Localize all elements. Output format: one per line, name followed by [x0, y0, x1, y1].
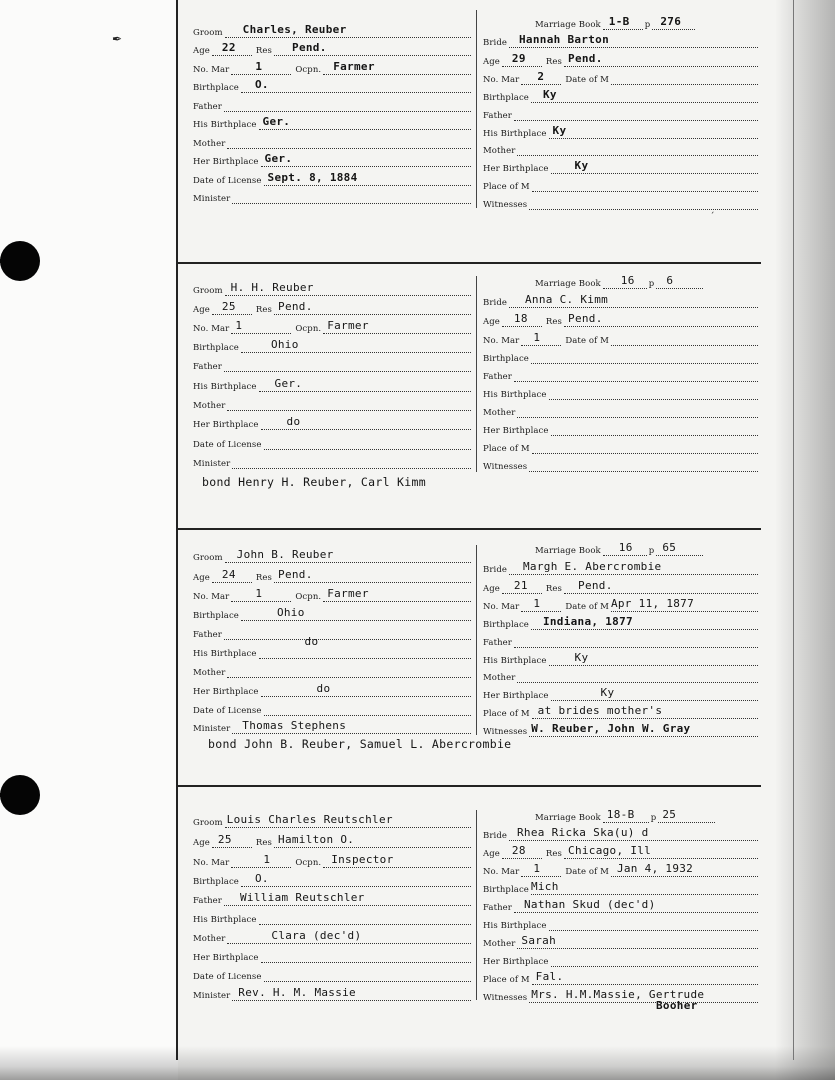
bride-her-birthplace: Ky [600, 686, 615, 699]
groom-his-birthplace: do [304, 635, 319, 648]
bride-his-birthplace-label: His Birthplace [483, 656, 547, 666]
page-label: p [648, 546, 655, 556]
marriage-book: 16 [620, 274, 635, 287]
groom-age: 22 [221, 41, 236, 54]
bride-birthplace-row [483, 612, 758, 630]
marriage-book: 16 [618, 541, 633, 554]
groom-label: Groom [193, 28, 223, 38]
bride-mother-row [483, 931, 758, 949]
witnesses-continued: Booher [656, 999, 698, 1012]
nomar-ocpn-row [193, 850, 471, 868]
license-row [193, 432, 471, 450]
age-res-row [193, 830, 471, 848]
bride-his-birthplace-row [483, 648, 758, 666]
card-left-border [176, 0, 178, 1060]
her-birthplace-row [193, 149, 471, 167]
book-row [535, 271, 703, 289]
her-birthplace-label: Her Birthplace [193, 953, 259, 963]
bride-birthplace: Mich [530, 880, 559, 893]
minister-row [193, 716, 471, 734]
nomar-ocpn-row [193, 316, 471, 334]
date-of-m-label: Date of M [565, 75, 609, 85]
groom-her-birthplace: Ger. [264, 152, 293, 165]
groom-name: Louis Charles Reutschler [226, 813, 393, 826]
bond-note: bond John B. Reuber, Samuel L. Abercrombie [208, 737, 512, 751]
minister-label: Minister [193, 724, 231, 734]
groom-birthplace: O. [254, 872, 269, 885]
bride-row [483, 823, 758, 841]
page-margin [0, 0, 178, 1080]
date-of-license-label: Date of License [193, 440, 262, 450]
bride-res: Chicago, Ill [568, 844, 652, 857]
no-mar-label: No. Mar [193, 858, 230, 868]
groom-res: Pend. [292, 41, 327, 54]
bride-his-birthplace-label: His Birthplace [483, 921, 547, 931]
nomar-ocpn-row [193, 584, 471, 602]
minister-row [193, 451, 471, 469]
bride-his-birthplace-row [483, 121, 758, 139]
groom-birthplace: Ohio [276, 606, 305, 619]
birthplace-row [193, 869, 471, 887]
bride-label: Bride [483, 38, 507, 48]
groom-row [193, 20, 471, 38]
bride-her-birthplace-row [483, 683, 758, 701]
bride-father-row [483, 630, 758, 648]
groom-her-birthplace: do [286, 415, 301, 428]
birthplace-label: Birthplace [193, 343, 239, 353]
groom-no-mar: 1 [235, 319, 243, 332]
book-row [535, 538, 703, 556]
ocpn-label: Ocpn. [295, 65, 322, 75]
bride-label: Bride [483, 565, 507, 575]
bride-mother: Sarah [521, 934, 557, 947]
bride-his-birthplace: Ky [574, 651, 589, 664]
bride-birthplace-row [483, 877, 758, 895]
bride-birthplace: Ky [542, 88, 557, 101]
groom-father: William Reutschler [239, 891, 365, 904]
birthplace-row [193, 603, 471, 621]
bride-no-mar: 2 [537, 70, 545, 83]
date-of-license-label: Date of License [193, 706, 262, 716]
mother-row [193, 660, 471, 678]
age-res-row [193, 297, 471, 315]
bride-no-mar: 1 [533, 597, 541, 610]
res-label: Res [255, 46, 273, 56]
groom-name: John B. Reuber [236, 548, 334, 561]
groom-her-birthplace: do [316, 682, 331, 695]
bride-age-res-row [483, 49, 758, 67]
marriage-page: 6 [666, 274, 674, 287]
bride-nomar-row [483, 594, 758, 612]
groom-row [193, 545, 471, 563]
witnesses-label: Witnesses [483, 462, 528, 472]
mother-label: Mother [193, 139, 226, 149]
mother-row [193, 926, 471, 944]
no-mar-label: No. Mar [193, 65, 230, 75]
card-right-border [793, 0, 794, 1060]
bond-note: bond Henry H. Reuber, Carl Kimm [202, 475, 426, 489]
father-label: Father [193, 630, 222, 640]
father-row [193, 94, 471, 112]
her-birthplace-row [193, 412, 471, 430]
nomar-ocpn-row [193, 57, 471, 75]
place-of-m: at brides mother's [537, 704, 663, 717]
bride-label: Bride [483, 298, 507, 308]
groom-name: H. H. Reuber [230, 281, 314, 294]
his-birthplace-label: His Birthplace [193, 120, 257, 130]
bride-her-birthplace-label: Her Birthplace [483, 691, 549, 701]
bride-father: Nathan Skud (dec'd) [523, 898, 656, 911]
marriage-book-label: Marriage Book [535, 20, 601, 30]
bride-label: Bride [483, 831, 507, 841]
age-res-row [193, 565, 471, 583]
minister: Thomas Stephens [242, 719, 347, 732]
groom-no-mar: 1 [255, 587, 263, 600]
place-of-m-row [483, 967, 758, 985]
bride-mother-label: Mother [483, 146, 516, 156]
page-shadow-right [775, 0, 835, 1080]
mother-label: Mother [193, 934, 226, 944]
bride-his-birthplace-row [483, 913, 758, 931]
groom-age: 24 [221, 568, 236, 581]
record-separator-1 [176, 262, 761, 264]
witnesses-label: Witnesses [483, 200, 528, 210]
bride-birthplace-label: Birthplace [483, 93, 529, 103]
bride-birthplace-label: Birthplace [483, 354, 529, 364]
place-of-m: Fal. [535, 970, 564, 983]
age-label: Age [193, 46, 210, 56]
bride-mother-row [483, 138, 758, 156]
bride-father-label: Father [483, 372, 512, 382]
bride-her-birthplace: Ky [574, 159, 589, 172]
res-label: Res [255, 838, 273, 848]
record-separator-3 [176, 785, 761, 787]
record-separator-2 [176, 528, 761, 530]
bride-res: Pend. [578, 579, 613, 592]
bride-res-label: Res [545, 849, 563, 859]
bride-name: Hannah Barton [519, 33, 609, 46]
bride-father-row [483, 364, 758, 382]
bride-mother-label: Mother [483, 408, 516, 418]
bride-name: Rhea Ricka Ska(u) d [517, 826, 649, 839]
date-of-license: Sept. 8, 1884 [267, 171, 358, 184]
birthplace-label: Birthplace [193, 877, 239, 887]
marriage-page: 65 [662, 541, 677, 554]
father-label: Father [193, 362, 222, 372]
marriage-book-label: Marriage Book [535, 546, 601, 556]
father-row [193, 354, 471, 372]
bride-no-mar-label: No. Mar [483, 867, 520, 877]
bride-res-label: Res [545, 317, 563, 327]
witnesses-row [483, 192, 758, 210]
book-row [535, 12, 695, 30]
witnesses-label: Witnesses [483, 993, 528, 1003]
mother-label: Mother [193, 401, 226, 411]
father-row [193, 622, 471, 640]
bride-father-label: Father [483, 111, 512, 121]
license-row [193, 698, 471, 716]
age-label: Age [193, 573, 210, 583]
mother-row [193, 131, 471, 149]
bride-her-birthplace-label: Her Birthplace [483, 164, 549, 174]
date-of-license-label: Date of License [193, 176, 262, 186]
license-row [193, 964, 471, 982]
his-birthplace-label: His Birthplace [193, 915, 257, 925]
marriage-book-label: Marriage Book [535, 813, 601, 823]
mother-row [193, 393, 471, 411]
license-row [193, 168, 471, 186]
ocpn-label: Ocpn. [295, 858, 322, 868]
ocpn-label: Ocpn. [295, 324, 322, 334]
bride-father-label: Father [483, 903, 512, 913]
groom-ocpn: Farmer [327, 319, 369, 332]
her-birthplace-row [193, 679, 471, 697]
bride-birthplace-label: Birthplace [483, 620, 529, 630]
his-birthplace-row [193, 907, 471, 925]
bride-name: Anna C. Kimm [525, 293, 609, 306]
minister-row [193, 186, 471, 204]
her-birthplace-label: Her Birthplace [193, 157, 259, 167]
birthplace-label: Birthplace [193, 611, 239, 621]
her-birthplace-row [193, 945, 471, 963]
bride-no-mar: 1 [533, 331, 541, 344]
father-row [193, 888, 471, 906]
place-of-m-row [483, 436, 758, 454]
groom-res: Pend. [278, 300, 313, 313]
bride-row [483, 30, 758, 48]
marriage-page: 276 [660, 15, 682, 28]
groom-row [193, 810, 471, 828]
minister-label: Minister [193, 194, 231, 204]
groom-ocpn: Farmer [327, 587, 369, 600]
groom-label: Groom [193, 818, 223, 828]
minister: Rev. H. M. Massie [238, 986, 356, 999]
place-of-m-row [483, 174, 758, 192]
bride-name: Margh E. Abercrombie [523, 560, 662, 573]
bride-father-label: Father [483, 638, 512, 648]
bride-nomar-row [483, 859, 758, 877]
bride-nomar-row [483, 67, 758, 85]
birthplace-row [193, 335, 471, 353]
groom-row [193, 278, 471, 296]
groom-mother: Clara (dec'd) [271, 929, 362, 942]
groom-label: Groom [193, 553, 223, 563]
bride-res-label: Res [545, 57, 563, 67]
bride-birthplace: Indiana, 1877 [542, 615, 633, 628]
no-mar-label: No. Mar [193, 324, 230, 334]
minister-label: Minister [193, 991, 231, 1001]
minister-row [193, 983, 471, 1001]
page-label: p [644, 20, 651, 30]
bride-nomar-row [483, 328, 758, 346]
minister-label: Minister [193, 459, 231, 469]
ocpn-label: Ocpn. [295, 592, 322, 602]
age-label: Age [193, 838, 210, 848]
no-mar-label: No. Mar [193, 592, 230, 602]
groom-no-mar: 1 [263, 853, 271, 866]
bride-his-birthplace: Ky [552, 124, 567, 137]
bride-her-birthplace-label: Her Birthplace [483, 426, 549, 436]
bride-age: 21 [513, 579, 528, 592]
bride-res: Pend. [568, 52, 603, 65]
place-of-m-label: Place of M [483, 709, 530, 719]
bride-age: 18 [513, 312, 528, 325]
bride-his-birthplace-label: His Birthplace [483, 390, 547, 400]
bride-row [483, 290, 758, 308]
bride-age-res-row [483, 841, 758, 859]
his-birthplace-row [193, 374, 471, 392]
groom-no-mar: 1 [255, 60, 263, 73]
witnesses: W. Reuber, John W. Gray [531, 722, 691, 735]
bride-birthplace-row [483, 346, 758, 364]
page-shadow-bottom [0, 1046, 835, 1080]
date-of-m-label: Date of M [565, 867, 609, 877]
bride-res: Pend. [568, 312, 603, 325]
groom-res: Pend. [278, 568, 313, 581]
punch-hole-top [0, 241, 40, 281]
bride-his-birthplace-row [483, 382, 758, 400]
groom-name: Charles, Reuber [242, 23, 347, 36]
scan-speck: ✒ [112, 32, 123, 46]
bride-birthplace-row [483, 85, 758, 103]
book-row [535, 805, 715, 823]
place-of-m-label: Place of M [483, 182, 530, 192]
his-birthplace-label: His Birthplace [193, 649, 257, 659]
bride-mother-row [483, 400, 758, 418]
marriage-page: 25 [662, 808, 677, 821]
bride-no-mar: 1 [533, 862, 541, 875]
res-label: Res [255, 305, 273, 315]
bride-mother-row [483, 665, 758, 683]
bride-res-label: Res [545, 584, 563, 594]
marriage-book: 1-B [608, 15, 630, 28]
bride-her-birthplace-row [483, 156, 758, 174]
her-birthplace-label: Her Birthplace [193, 420, 259, 430]
bride-his-birthplace-label: His Birthplace [483, 129, 547, 139]
punch-hole-bottom [0, 775, 40, 815]
witnesses-label: Witnesses [483, 727, 528, 737]
bride-no-mar-label: No. Mar [483, 602, 520, 612]
bride-age-res-row [483, 576, 758, 594]
date-of-m-label: Date of M [565, 602, 609, 612]
birthplace-row [193, 75, 471, 93]
bride-father-row [483, 895, 758, 913]
groom-birthplace: Ohio [270, 338, 299, 351]
age-res-row [193, 38, 471, 56]
groom-res: Hamilton O. [278, 833, 355, 846]
bride-no-mar-label: No. Mar [483, 75, 520, 85]
witnesses-row [483, 985, 758, 1003]
bride-her-birthplace-row [483, 949, 758, 967]
age-label: Age [193, 305, 210, 315]
marriage-book: 18-B [606, 808, 635, 821]
scan-speck: ˊ [710, 212, 715, 222]
marriage-book-label: Marriage Book [535, 279, 601, 289]
column-divider-2 [476, 276, 477, 472]
witnesses: Mrs. H.M.Massie, Gertrude [531, 988, 705, 1001]
birthplace-label: Birthplace [193, 83, 239, 93]
father-label: Father [193, 102, 222, 112]
column-divider-1 [476, 10, 477, 208]
groom-ocpn: Inspector [331, 853, 394, 866]
column-divider-3 [476, 545, 477, 735]
groom-his-birthplace: Ger. [262, 115, 291, 128]
groom-birthplace: O. [254, 78, 269, 91]
his-birthplace-label: His Birthplace [193, 382, 257, 392]
date-of-m: Apr 11, 1877 [610, 597, 695, 610]
date-of-license-label: Date of License [193, 972, 262, 982]
res-label: Res [255, 573, 273, 583]
his-birthplace-row [193, 112, 471, 130]
bride-age: 28 [511, 844, 526, 857]
bride-age-label: Age [483, 57, 500, 67]
place-of-m-row [483, 701, 758, 719]
bride-mother-label: Mother [483, 939, 516, 949]
groom-age: 25 [221, 300, 236, 313]
bride-no-mar-label: No. Mar [483, 336, 520, 346]
page-label: p [648, 279, 655, 289]
column-divider-4 [476, 810, 477, 1000]
her-birthplace-label: Her Birthplace [193, 687, 259, 697]
bride-row [483, 557, 758, 575]
groom-ocpn: Farmer [333, 60, 375, 73]
father-label: Father [193, 896, 222, 906]
bride-her-birthplace-row [483, 418, 758, 436]
mother-label: Mother [193, 668, 226, 678]
place-of-m-label: Place of M [483, 975, 530, 985]
bride-age-res-row [483, 309, 758, 327]
witnesses-row [483, 719, 758, 737]
place-of-m-label: Place of M [483, 444, 530, 454]
bride-age-label: Age [483, 849, 500, 859]
witnesses-row [483, 454, 758, 472]
bride-birthplace-label: Birthplace [483, 885, 529, 895]
bride-age: 29 [511, 52, 526, 65]
groom-his-birthplace: Ger. [274, 377, 303, 390]
bride-father-row [483, 103, 758, 121]
page-label: p [650, 813, 657, 823]
bride-mother-label: Mother [483, 673, 516, 683]
bride-age-label: Age [483, 317, 500, 327]
groom-age: 25 [217, 833, 232, 846]
date-of-m-label: Date of M [565, 336, 609, 346]
bride-her-birthplace-label: Her Birthplace [483, 957, 549, 967]
bride-age-label: Age [483, 584, 500, 594]
groom-label: Groom [193, 286, 223, 296]
date-of-m: Jan 4, 1932 [616, 862, 694, 875]
